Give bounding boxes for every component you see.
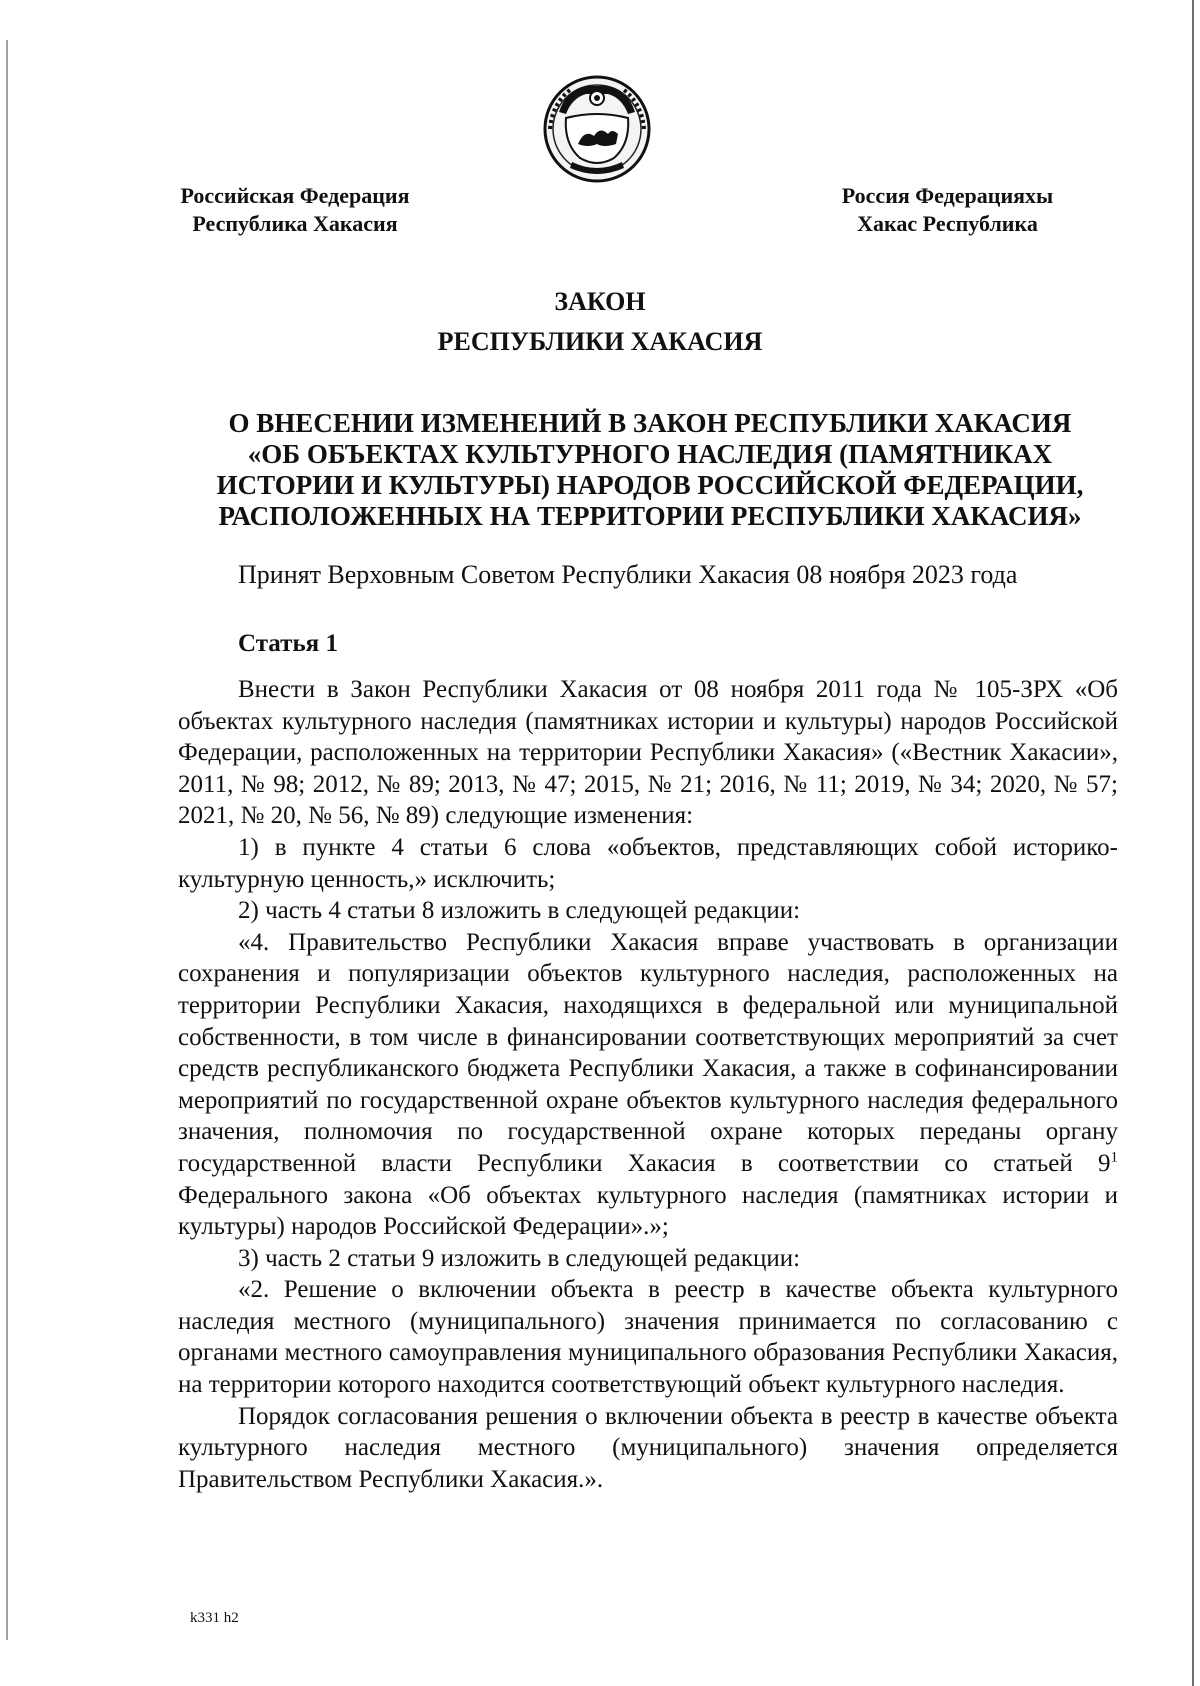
article-body bbox=[178, 674, 1118, 1495]
law-subject bbox=[170, 408, 1130, 532]
header-right-line2: Хакас Республика bbox=[857, 211, 1038, 236]
coat-of-arms-icon bbox=[542, 74, 652, 184]
footer-code: k331 h2 bbox=[190, 1610, 239, 1626]
header-left bbox=[160, 182, 430, 238]
adoption-note: Принят Верховным Советом Республики Хакасия 08 ноября 2023 года bbox=[238, 560, 1018, 589]
superscript-1: 1 bbox=[1110, 1149, 1118, 1166]
law-subject-line2: «ОБ ОБЪЕКТАХ КУЛЬТУРНОГО НАСЛЕДИЯ (ПАМЯТНИКАХ bbox=[247, 439, 1053, 469]
header-left-line2: Республика Хакасия bbox=[192, 211, 398, 236]
paragraph-item-3: 3) часть 2 статьи 9 изложить в следующей редакции: bbox=[238, 1244, 801, 1272]
header-left-line1: Российская Федерация bbox=[180, 183, 410, 208]
law-subject-line3: ИСТОРИИ И КУЛЬТУРЫ) НАРОДОВ РОССИЙСКОЙ ФЕДЕРАЦИИ, bbox=[216, 470, 1084, 500]
header-right-line1: Россия Федерацияхы bbox=[841, 183, 1054, 208]
law-subject-line4: РАСПОЛОЖЕННЫХ НА ТЕРРИТОРИИ РЕСПУБЛИКИ ХАКАСИЯ» bbox=[218, 501, 1082, 531]
paragraph-item-2: 2) часть 4 статьи 8 изложить в следующей редакции: bbox=[238, 897, 801, 925]
scan-edge-right bbox=[1192, 0, 1194, 1686]
header-right bbox=[825, 182, 1070, 238]
paragraph-item-3-procedure: Порядок согласования решения о включении объекта в реестр в качестве объекта культурного наследия местного (муниципального) значения определяется Правительством Республики Хакасия.». bbox=[178, 1402, 1118, 1493]
paragraph-item-2-text-a: «4. Правительство Республики Хакасия вправе участвовать в организации сохранения и популяризации объектов культурного наследия, расположенных на территории Республики Хакасия, находящихся в федеральной или муниципальной собственности, в том числе в финансировании соответствующих мероприятий за счет средств республиканского бюджета Республики Хакасия, а также в софинансировании мероприятий по государственной охране объектов культурного наследия федерального значения, полномочия по государственной охране которых переданы органу государственной власти Республики Хакасия в соответствии со статьей 9 bbox=[178, 928, 1118, 1177]
paragraph-amendment-intro: Внести в Закон Республики Хакасия от 08 ноября 2011 года № 105-ЗРХ «Об объектах культурного наследия (памятниках истории и культуры) народов Российской Федерации, расположенных на территории Республики Хакасия» («Вестник Хакасии», 2011, № 98; 2012, № 89; 2013, № 47; 2015, № 21; 2016, № 11; 2019, № 34; 2020, № 57; 2021, № 20, № 56, № 89) следующие изменения: bbox=[178, 676, 1118, 830]
paragraph-item-3-text: «2. Решение о включении объекта в реестр в качестве объекта культурного наследия местного (муниципального) значения принимается по согласованию с органами местного самоуправления муниципального образования Республики Хакасия, на территории которого находится соответствующий объект культурного наследия. bbox=[178, 1276, 1118, 1399]
article-heading: Статья 1 bbox=[238, 630, 338, 657]
document-title: ЗАКОН bbox=[554, 287, 646, 316]
paragraph-item-1: 1) в пункте 4 статьи 6 слова «объектов, представляющих собой историко-культурную ценность,» исключить; bbox=[178, 833, 1118, 893]
paragraph-item-2-text-b: Федерального закона «Об объектах культурного наследия (памятниках истории и культуры) народов Российской Федерации».»; bbox=[178, 1181, 1118, 1241]
paragraph-item-2-text bbox=[178, 927, 1118, 1243]
law-subject-line1: О ВНЕСЕНИИ ИЗМЕНЕНИЙ В ЗАКОН РЕСПУБЛИКИ ХАКАСИЯ bbox=[228, 408, 1072, 438]
scan-edge-left bbox=[6, 40, 8, 1640]
document-title-issuer: РЕСПУБЛИКИ ХАКАСИЯ bbox=[437, 327, 763, 356]
